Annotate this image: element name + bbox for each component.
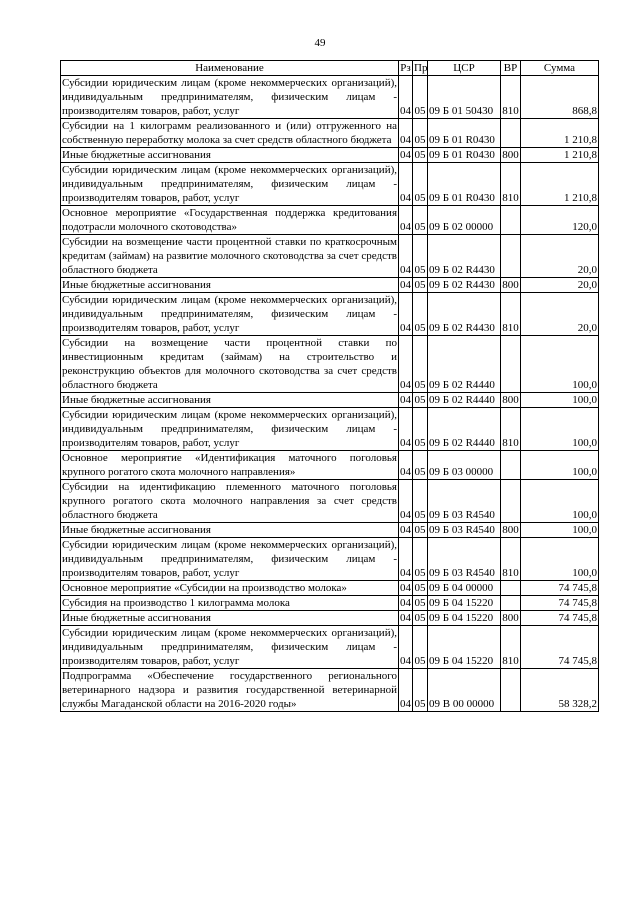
cell-pr: 05 xyxy=(414,394,426,406)
cell-name: Субсидии на возмещение части процентной ставки по инвестиционным кредитам (займам) на строительство и реконструкцию объектов для молочного скотоводства за счет средств областного бюджета xyxy=(62,337,397,391)
table-row xyxy=(61,293,599,336)
cell-csr: 09 Б 04 00000 xyxy=(428,581,501,596)
cell-name: Основное мероприятие «Субсидии на производство молока» xyxy=(61,581,399,596)
cell-pr: 05 xyxy=(413,293,428,336)
cell-csr: 09 Б 04 15220 xyxy=(428,611,501,626)
cell-rz: 04 xyxy=(399,76,413,119)
cell-sum: 20,0 xyxy=(521,278,599,293)
cell-name: Иные бюджетные ассигнования xyxy=(61,393,399,408)
cell-rz: 04 xyxy=(399,235,413,278)
cell-sum: 20,0 xyxy=(521,235,599,278)
cell-name: Субсидии на 1 килограмм реализованного и (или) отгруженного на собственную переработку молока за счет средств областного бюджета xyxy=(62,120,397,146)
cell-sum: 868,8 xyxy=(521,76,599,119)
header-sum: Сумма xyxy=(521,61,599,76)
cell-vr xyxy=(501,451,521,480)
table-row xyxy=(61,581,599,596)
cell-csr: 09 Б 02 R4430 xyxy=(428,293,501,336)
cell-vr xyxy=(501,581,521,596)
cell-sum: 100,0 xyxy=(521,480,599,523)
table-row xyxy=(61,611,599,626)
table-row xyxy=(61,76,599,119)
cell-vr: 800 xyxy=(502,524,519,536)
cell-name: Субсидии на возмещение части процентной ставки по краткосрочным кредитам (займам) на развитие молочного скотоводства за счет средств областного бюджета xyxy=(62,236,397,276)
cell-csr: 09 В 00 00000 xyxy=(428,669,501,712)
cell-rz: 04 xyxy=(400,597,411,609)
cell-rz: 04 xyxy=(400,149,411,161)
cell-vr xyxy=(501,480,521,523)
cell-pr: 05 xyxy=(414,279,426,291)
cell-pr: 05 xyxy=(413,480,428,523)
table-row xyxy=(61,393,599,408)
cell-pr: 05 xyxy=(413,119,428,148)
cell-sum: 100,0 xyxy=(521,393,599,408)
table-row xyxy=(61,669,599,712)
cell-pr: 05 xyxy=(413,538,428,581)
cell-csr: 09 Б 02 00000 xyxy=(428,206,501,235)
cell-pr: 05 xyxy=(413,626,428,669)
table-row xyxy=(61,523,599,538)
cell-rz: 04 xyxy=(399,451,413,480)
cell-pr: 05 xyxy=(413,336,428,393)
cell-rz: 04 xyxy=(399,336,413,393)
cell-rz: 04 xyxy=(399,408,413,451)
cell-csr: 09 Б 04 15220 xyxy=(428,626,501,669)
cell-rz: 04 xyxy=(400,582,411,594)
table-row xyxy=(61,206,599,235)
cell-vr: 810 xyxy=(501,163,521,206)
cell-name: Субсидии юридическим лицам (кроме некоммерческих организаций), индивидуальным предпринимателям, физическим лицам - производителям товаров, работ, услуг xyxy=(62,539,397,579)
cell-csr: 09 Б 04 15220 xyxy=(428,596,501,611)
cell-rz: 04 xyxy=(399,538,413,581)
table-row xyxy=(61,336,599,393)
cell-pr: 05 xyxy=(414,149,426,161)
cell-name: Основное мероприятие «Идентификация маточного поголовья крупного рогатого скота молочного направления» xyxy=(62,452,397,478)
cell-name: Субсидии юридическим лицам (кроме некоммерческих организаций), индивидуальным предпринимателям, физическим лицам - производителям товаров, работ, услуг xyxy=(62,294,397,334)
budget-table xyxy=(60,60,599,712)
cell-csr: 09 Б 01 R0430 xyxy=(428,163,501,206)
cell-rz: 04 xyxy=(400,612,411,624)
header-pr: Пр xyxy=(414,62,428,74)
table-row xyxy=(61,596,599,611)
cell-rz: 04 xyxy=(399,163,413,206)
header-rz: Рз xyxy=(400,62,411,74)
cell-sum: 1 210,8 xyxy=(521,148,599,163)
cell-csr: 09 Б 02 R4430 xyxy=(428,278,501,293)
cell-rz: 04 xyxy=(400,524,411,536)
cell-pr: 05 xyxy=(413,451,428,480)
cell-pr: 05 xyxy=(414,612,426,624)
table-row xyxy=(61,278,599,293)
cell-sum: 100,0 xyxy=(521,523,599,538)
cell-pr: 05 xyxy=(413,76,428,119)
cell-pr: 05 xyxy=(413,235,428,278)
cell-csr: 09 Б 03 R4540 xyxy=(428,538,501,581)
cell-csr: 09 Б 01 50430 xyxy=(428,76,501,119)
table-row xyxy=(61,148,599,163)
table-row xyxy=(61,626,599,669)
cell-vr xyxy=(501,596,521,611)
table-row xyxy=(61,163,599,206)
cell-rz: 04 xyxy=(399,626,413,669)
table-row xyxy=(61,451,599,480)
cell-sum: 100,0 xyxy=(521,408,599,451)
cell-name: Основное мероприятие «Государственная поддержка кредитования подотрасли молочного скотоводства» xyxy=(62,207,397,233)
cell-name: Субсидии юридическим лицам (кроме некоммерческих организаций), индивидуальным предпринимателям, физическим лицам - производителям товаров, работ, услуг xyxy=(62,77,397,117)
cell-sum: 100,0 xyxy=(521,336,599,393)
cell-vr xyxy=(501,336,521,393)
cell-vr: 800 xyxy=(502,279,519,291)
cell-name: Иные бюджетные ассигнования xyxy=(61,611,399,626)
header-csr: ЦСР xyxy=(428,61,501,76)
cell-sum: 74 745,8 xyxy=(521,581,599,596)
cell-rz: 04 xyxy=(399,119,413,148)
cell-sum: 1 210,8 xyxy=(521,163,599,206)
cell-vr xyxy=(501,235,521,278)
cell-vr: 800 xyxy=(502,149,519,161)
header-vr: ВР xyxy=(501,61,521,76)
cell-name: Подпрограмма «Обеспечение государственного регионального ветеринарного надзора и развития государственной ветеринарной службы Магаданской области на 2016-2020 годы» xyxy=(62,670,397,710)
header-name: Наименование xyxy=(61,61,399,76)
cell-name: Субсидии юридическим лицам (кроме некоммерческих организаций), индивидуальным предпринимателям, физическим лицам - производителям товаров, работ, услуг xyxy=(62,627,397,667)
cell-pr: 05 xyxy=(413,206,428,235)
cell-csr: 09 Б 03 R4540 xyxy=(428,480,501,523)
cell-sum: 74 745,8 xyxy=(521,611,599,626)
table-row xyxy=(61,480,599,523)
cell-sum: 100,0 xyxy=(521,451,599,480)
cell-sum: 74 745,8 xyxy=(521,626,599,669)
cell-sum: 120,0 xyxy=(521,206,599,235)
cell-rz: 04 xyxy=(400,279,411,291)
cell-vr: 810 xyxy=(501,408,521,451)
cell-vr: 800 xyxy=(502,612,519,624)
cell-vr: 800 xyxy=(502,394,519,406)
cell-name: Субсидии юридическим лицам (кроме некоммерческих организаций), индивидуальным предпринимателям, физическим лицам - производителям товаров, работ, услуг xyxy=(62,164,397,204)
cell-csr: 09 Б 01 R0430 xyxy=(428,148,501,163)
cell-rz: 04 xyxy=(400,394,411,406)
cell-pr: 05 xyxy=(413,669,428,712)
table-row xyxy=(61,408,599,451)
table-row xyxy=(61,538,599,581)
cell-csr: 09 Б 01 R0430 xyxy=(428,119,501,148)
cell-vr xyxy=(501,206,521,235)
cell-sum: 1 210,8 xyxy=(521,119,599,148)
cell-name: Иные бюджетные ассигнования xyxy=(61,278,399,293)
cell-vr: 810 xyxy=(501,76,521,119)
cell-csr: 09 Б 02 R4430 xyxy=(428,235,501,278)
cell-name: Иные бюджетные ассигнования xyxy=(61,148,399,163)
cell-vr xyxy=(501,119,521,148)
cell-name: Иные бюджетные ассигнования xyxy=(61,523,399,538)
cell-vr: 810 xyxy=(501,293,521,336)
cell-pr: 05 xyxy=(413,408,428,451)
cell-csr: 09 Б 03 00000 xyxy=(428,451,501,480)
cell-rz: 04 xyxy=(399,480,413,523)
cell-vr: 810 xyxy=(501,626,521,669)
cell-sum: 74 745,8 xyxy=(521,596,599,611)
table-header-row xyxy=(61,61,599,76)
cell-rz: 04 xyxy=(399,293,413,336)
cell-pr: 05 xyxy=(414,582,426,594)
cell-csr: 09 Б 02 R4440 xyxy=(428,336,501,393)
cell-vr xyxy=(501,669,521,712)
cell-sum: 100,0 xyxy=(521,538,599,581)
table-row xyxy=(61,235,599,278)
cell-rz: 04 xyxy=(399,206,413,235)
cell-csr: 09 Б 02 R4440 xyxy=(428,393,501,408)
cell-csr: 09 Б 02 R4440 xyxy=(428,408,501,451)
cell-name: Субсидии юридическим лицам (кроме некоммерческих организаций), индивидуальным предпринимателям, физическим лицам - производителям товаров, работ, услуг xyxy=(62,409,397,449)
cell-pr: 05 xyxy=(414,524,426,536)
cell-pr: 05 xyxy=(413,163,428,206)
cell-pr: 05 xyxy=(414,597,426,609)
cell-name: Субсидии на идентификацию племенного маточного поголовья крупного рогатого скота молочного направления за счет средств областного бюджета xyxy=(62,481,397,521)
cell-rz: 04 xyxy=(399,669,413,712)
cell-name: Субсидия на производство 1 килограмма молока xyxy=(61,596,399,611)
cell-csr: 09 Б 03 R4540 xyxy=(428,523,501,538)
cell-vr: 810 xyxy=(501,538,521,581)
table-row xyxy=(61,119,599,148)
cell-sum: 20,0 xyxy=(521,293,599,336)
page-number: 49 xyxy=(314,37,326,49)
cell-sum: 58 328,2 xyxy=(521,669,599,712)
